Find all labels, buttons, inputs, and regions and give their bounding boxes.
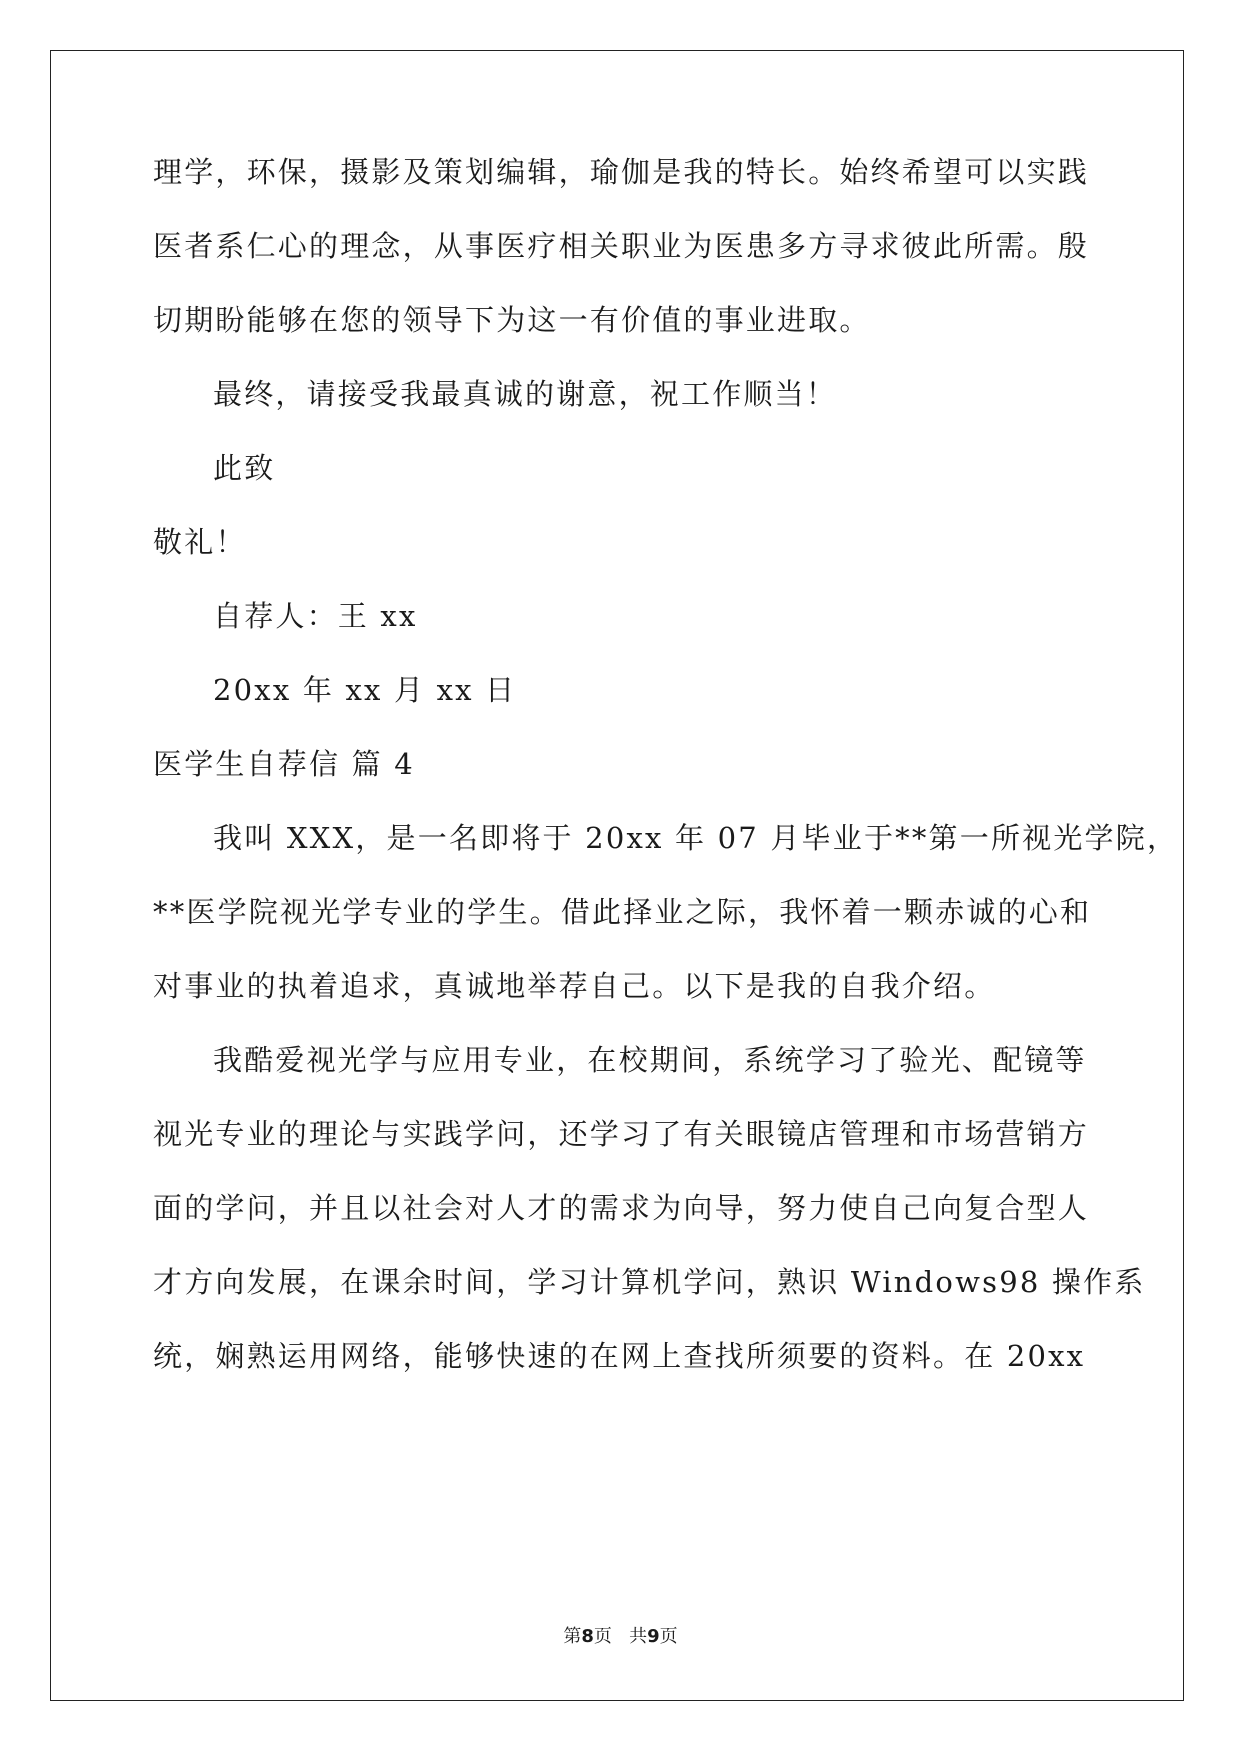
footer-page-suffix: 页 bbox=[659, 1626, 678, 1647]
page-border bbox=[50, 50, 1184, 1701]
footer-page-prefix: 第 bbox=[563, 1626, 582, 1647]
date-line: 20xx 年 xx 月 xx 日 bbox=[213, 673, 517, 707]
paragraph-line: 理学，环保，摄影及策划编辑，瑜伽是我的特长。始终希望可以实践 bbox=[153, 155, 1090, 189]
footer-current-page: 8 bbox=[581, 1626, 594, 1647]
salutation-line: 此致 bbox=[213, 451, 276, 485]
footer-total-pages: 9 bbox=[647, 1626, 660, 1647]
paragraph-line: 视光专业的理论与实践学问，还学习了有关眼镜店管理和市场营销方 bbox=[153, 1117, 1090, 1151]
footer-page-mid: 页 共 bbox=[593, 1626, 648, 1647]
paragraph-line: 医者系仁心的理念，从事医疗相关职业为医患多方寻求彼此所需。殷 bbox=[153, 229, 1090, 263]
paragraph-line: 我叫 XXX，是一名即将于 20xx 年 07 月毕业于**第一所视光学院， bbox=[213, 821, 1179, 855]
paragraph-line: 对事业的执着追求，真诚地举荐自己。以下是我的自我介绍。 bbox=[153, 969, 996, 1003]
paragraph-line: 面的学问，并且以社会对人才的需求为向导，努力使自己向复合型人 bbox=[153, 1191, 1090, 1225]
paragraph-line: 才方向发展，在课余时间，学习计算机学问，熟识 Windows98 操作系 bbox=[153, 1265, 1146, 1299]
paragraph-line: 最终，请接受我最真诚的谢意，祝工作顺当！ bbox=[213, 377, 838, 411]
paragraph-line: 统，娴熟运用网络，能够快速的在网上查找所须要的资料。在 20xx bbox=[153, 1339, 1086, 1373]
paragraph-line: 切期盼能够在您的领导下为这一有价值的事业进取。 bbox=[153, 303, 871, 337]
section-heading: 医学生自荐信 篇 4 bbox=[153, 747, 415, 781]
page-footer bbox=[0, 1622, 1241, 1648]
paragraph-line: 我酷爱视光学与应用专业，在校期间，系统学习了验光、配镜等 bbox=[213, 1043, 1087, 1077]
signature-line: 自荐人：王 xx bbox=[213, 599, 418, 633]
paragraph-line: **医学院视光学专业的学生。借此择业之际，我怀着一颗赤诚的心和 bbox=[153, 895, 1092, 929]
salutation-line: 敬礼！ bbox=[153, 525, 247, 559]
